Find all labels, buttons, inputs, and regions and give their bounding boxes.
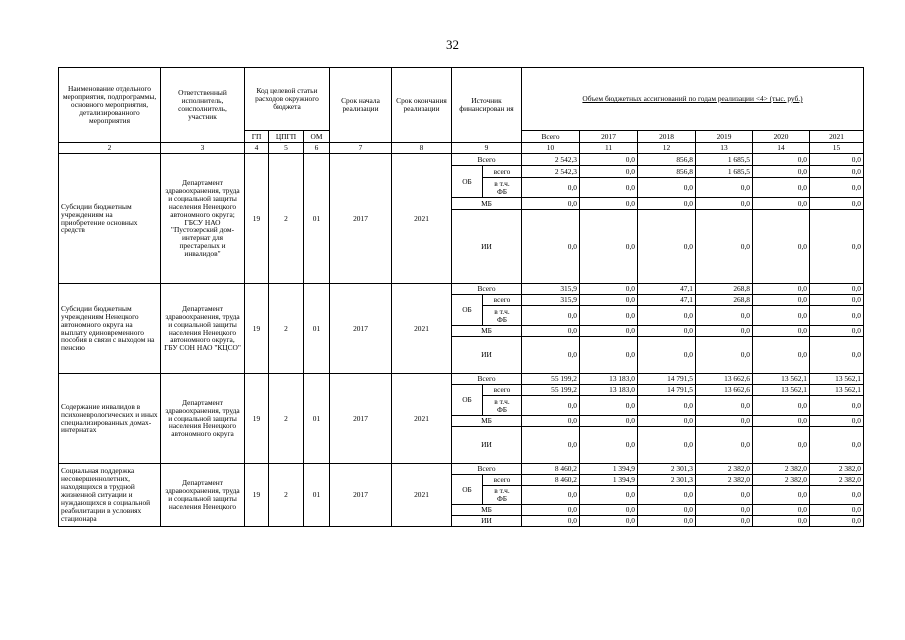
value-cell: 0,0	[580, 427, 638, 464]
value-cell: 0,0	[810, 210, 864, 284]
source-sublabel: всего	[483, 166, 522, 178]
measure-name: Содержание инвалидов в психоневрологических и иных специализированных домах-интернатах	[59, 374, 161, 464]
col-number: 9	[452, 143, 522, 154]
gp-code: 19	[245, 374, 269, 464]
table-body	[59, 68, 864, 527]
value-cell: 0,0	[696, 486, 753, 505]
header-year: 2017	[580, 131, 638, 143]
end-year: 2021	[392, 374, 452, 464]
fb-label: ФБ	[496, 494, 508, 503]
value-cell: 0,0	[522, 427, 580, 464]
value-cell: 1 685,5	[696, 166, 753, 178]
value-cell: 2 382,0	[810, 475, 864, 486]
value-cell: 2 542,3	[522, 154, 580, 166]
col-number: 13	[696, 143, 753, 154]
value-cell: 0,0	[810, 178, 864, 198]
value-cell: 0,0	[638, 178, 696, 198]
source-sublabel	[483, 396, 522, 416]
start-year: 2017	[330, 464, 392, 527]
cpgp-code: 2	[269, 284, 304, 374]
header-om: ОМ	[304, 131, 330, 143]
value-cell: 0,0	[810, 416, 864, 427]
responsible-executor: Департамент здравоохранения, труда и социальной защиты населения Ненецкого автономного округа; ГБСУ НАО "Пустозерский дом-интернат для престарелых и инвалидов"	[161, 154, 245, 284]
value-cell: 0,0	[696, 505, 753, 516]
source-sublabel	[483, 306, 522, 326]
value-cell: 0,0	[810, 295, 864, 306]
responsible-executor: Департамент здравоохранения, труда и социальной защиты населения Ненецкого	[161, 464, 245, 527]
value-cell: 1 394,9	[580, 475, 638, 486]
col-number: 14	[753, 143, 810, 154]
header-row	[59, 68, 864, 131]
value-cell: 0,0	[696, 337, 753, 374]
value-cell: 2 301,3	[638, 475, 696, 486]
table-row	[59, 464, 864, 475]
value-cell: 55 199,2	[522, 385, 580, 396]
col-number: 11	[580, 143, 638, 154]
start-year: 2017	[330, 284, 392, 374]
value-cell: 0,0	[753, 427, 810, 464]
source-label: Всего	[452, 284, 522, 295]
value-cell: 268,8	[696, 284, 753, 295]
source-label: МБ	[452, 198, 522, 210]
value-cell: 0,0	[810, 198, 864, 210]
value-cell: 0,0	[638, 416, 696, 427]
value-cell: 0,0	[696, 326, 753, 337]
value-cell: 0,0	[580, 486, 638, 505]
value-cell: 0,0	[753, 210, 810, 284]
value-cell: 2 382,0	[810, 464, 864, 475]
page-number: 32	[446, 37, 459, 52]
header-name: Наименование отдельного мероприятия, подпрограммы, основного мероприятия, детализированного мероприятия	[59, 68, 161, 143]
value-cell: 0,0	[522, 396, 580, 416]
value-cell: 0,0	[753, 154, 810, 166]
measure-name: Социальная поддержка несовершеннолетних, находящихся в трудной жизненной ситуации и нуждающихся в социальной реабилитации в условиях стационара	[59, 464, 161, 527]
cpgp-code: 2	[269, 154, 304, 284]
col-number: 8	[392, 143, 452, 154]
value-cell: 0,0	[580, 198, 638, 210]
om-code: 01	[304, 374, 330, 464]
vtch-label: в т.ч.	[494, 486, 510, 496]
source-label: МБ	[452, 326, 522, 337]
value-cell: 13 662,6	[696, 374, 753, 385]
value-cell: 0,0	[580, 154, 638, 166]
value-cell: 0,0	[522, 198, 580, 210]
value-cell: 14 791,5	[638, 385, 696, 396]
vtch-label: в т.ч.	[494, 178, 510, 188]
value-cell: 2 542,3	[522, 166, 580, 178]
value-cell: 0,0	[522, 326, 580, 337]
fb-label: ФБ	[496, 314, 508, 324]
value-cell: 2 382,0	[696, 464, 753, 475]
value-cell: 0,0	[753, 178, 810, 198]
value-cell: 13 562,1	[810, 385, 864, 396]
value-cell: 0,0	[638, 210, 696, 284]
value-cell: 13 562,1	[810, 374, 864, 385]
value-cell: 0,0	[810, 326, 864, 337]
value-cell: 0,0	[810, 516, 864, 527]
col-number: 3	[161, 143, 245, 154]
gp-code: 19	[245, 154, 269, 284]
value-cell: 0,0	[696, 516, 753, 527]
value-cell: 0,0	[753, 166, 810, 178]
budget-table	[58, 67, 864, 527]
header-responsible: Ответственный исполнитель, соисполнитель, участник	[161, 68, 245, 143]
header-year: 2021	[810, 131, 864, 143]
value-cell: 0,0	[753, 284, 810, 295]
source-label: ИИ	[452, 516, 522, 527]
table-row	[59, 154, 864, 166]
value-cell: 2 301,3	[638, 464, 696, 475]
value-cell: 0,0	[753, 198, 810, 210]
value-cell: 0,0	[638, 516, 696, 527]
header-volume: Объем бюджетных ассигнований по годам реализации <4> (тыс. руб.)	[522, 68, 864, 131]
measure-name: Субсидии бюджетным учреждениям Ненецкого автономного округа на выплату единовременного пособия в связи с выходом на пенсию	[59, 284, 161, 374]
value-cell: 0,0	[580, 306, 638, 326]
value-cell: 13 183,0	[580, 385, 638, 396]
col-number: 4	[245, 143, 269, 154]
source-label: ОБ	[452, 295, 483, 326]
value-cell: 0,0	[580, 396, 638, 416]
value-cell: 0,0	[580, 284, 638, 295]
start-year: 2017	[330, 374, 392, 464]
start-year: 2017	[330, 154, 392, 284]
header-cpgp: ЦПГП	[269, 131, 304, 143]
source-sublabel: всего	[483, 295, 522, 306]
value-cell: 13 562,1	[753, 385, 810, 396]
source-label: МБ	[452, 416, 522, 427]
value-cell: 0,0	[753, 295, 810, 306]
value-cell: 55 199,2	[522, 374, 580, 385]
source-label: ИИ	[452, 210, 522, 284]
value-cell: 0,0	[580, 178, 638, 198]
value-cell: 0,0	[638, 326, 696, 337]
value-cell: 2 382,0	[753, 475, 810, 486]
value-cell: 0,0	[753, 505, 810, 516]
value-cell: 856,8	[638, 154, 696, 166]
column-number-row	[59, 143, 864, 154]
value-cell: 0,0	[696, 210, 753, 284]
value-cell: 0,0	[810, 337, 864, 374]
value-cell: 0,0	[810, 284, 864, 295]
value-cell: 0,0	[522, 178, 580, 198]
header-year: 2019	[696, 131, 753, 143]
header-start: Срок начала реализации	[330, 68, 392, 143]
value-cell: 1 685,5	[696, 154, 753, 166]
value-cell: 0,0	[810, 306, 864, 326]
source-sublabel: всего	[483, 475, 522, 486]
value-cell: 0,0	[522, 337, 580, 374]
value-cell: 13 183,0	[580, 374, 638, 385]
value-cell: 0,0	[580, 295, 638, 306]
col-number: 6	[304, 143, 330, 154]
value-cell: 0,0	[638, 337, 696, 374]
value-cell: 1 394,9	[580, 464, 638, 475]
table-row	[59, 284, 864, 295]
value-cell: 8 460,2	[522, 475, 580, 486]
source-sublabel	[483, 486, 522, 505]
source-label: ОБ	[452, 166, 483, 198]
value-cell: 0,0	[580, 505, 638, 516]
value-cell: 0,0	[638, 306, 696, 326]
col-number: 15	[810, 143, 864, 154]
value-cell: 14 791,5	[638, 374, 696, 385]
value-cell: 0,0	[753, 326, 810, 337]
value-cell: 0,0	[810, 505, 864, 516]
cpgp-code: 2	[269, 374, 304, 464]
value-cell: 0,0	[522, 416, 580, 427]
value-cell: 268,8	[696, 295, 753, 306]
end-year: 2021	[392, 154, 452, 284]
value-cell: 0,0	[638, 505, 696, 516]
header-year: 2018	[638, 131, 696, 143]
value-cell: 0,0	[810, 486, 864, 505]
header-gp: ГП	[245, 131, 269, 143]
table-row	[59, 374, 864, 385]
value-cell: 13 662,6	[696, 385, 753, 396]
value-cell: 0,0	[580, 416, 638, 427]
value-cell: 0,0	[580, 516, 638, 527]
value-cell: 0,0	[522, 210, 580, 284]
source-label: ОБ	[452, 475, 483, 505]
measure-name: Субсидии бюджетным учреждениям на приобретение основных средств	[59, 154, 161, 284]
source-sublabel	[483, 178, 522, 198]
value-cell: 8 460,2	[522, 464, 580, 475]
value-cell: 0,0	[810, 427, 864, 464]
value-cell: 0,0	[580, 337, 638, 374]
end-year: 2021	[392, 464, 452, 527]
value-cell: 0,0	[638, 486, 696, 505]
value-cell: 0,0	[580, 166, 638, 178]
source-label: ИИ	[452, 337, 522, 374]
header-source: Источник финансирован ия	[452, 68, 522, 143]
value-cell: 0,0	[638, 198, 696, 210]
value-cell: 47,1	[638, 284, 696, 295]
responsible-executor: Департамент здравоохранения, труда и социальной защиты населения Ненецкого автономного округа, ГБУ СОН НАО "КЦСО"	[161, 284, 245, 374]
vtch-label: в т.ч.	[494, 306, 510, 316]
end-year: 2021	[392, 284, 452, 374]
source-label: ОБ	[452, 385, 483, 416]
value-cell: 856,8	[638, 166, 696, 178]
source-label: Всего	[452, 464, 522, 475]
header-budget-code: Код целевой статьи расходов окружного бюджета	[245, 68, 330, 131]
value-cell: 0,0	[753, 396, 810, 416]
value-cell: 0,0	[696, 427, 753, 464]
value-cell: 0,0	[580, 210, 638, 284]
fb-label: ФБ	[496, 404, 508, 414]
vtch-label: в т.ч.	[494, 396, 510, 406]
value-cell: 47,1	[638, 295, 696, 306]
value-cell: 0,0	[696, 416, 753, 427]
value-cell: 0,0	[522, 486, 580, 505]
value-cell: 13 562,1	[753, 374, 810, 385]
header-year: 2020	[753, 131, 810, 143]
value-cell: 0,0	[696, 396, 753, 416]
value-cell: 0,0	[522, 516, 580, 527]
value-cell: 0,0	[810, 166, 864, 178]
source-sublabel: всего	[483, 385, 522, 396]
value-cell: 0,0	[753, 306, 810, 326]
responsible-executor: Департамент здравоохранения, труда и социальной защиты населения Ненецкого автономного округа	[161, 374, 245, 464]
value-cell: 0,0	[638, 396, 696, 416]
source-label: Всего	[452, 154, 522, 166]
value-cell: 0,0	[580, 326, 638, 337]
value-cell: 0,0	[696, 178, 753, 198]
source-label: Всего	[452, 374, 522, 385]
source-label: ИИ	[452, 427, 522, 464]
value-cell: 0,0	[696, 306, 753, 326]
col-number: 5	[269, 143, 304, 154]
om-code: 01	[304, 464, 330, 527]
source-label: МБ	[452, 505, 522, 516]
value-cell: 0,0	[753, 337, 810, 374]
col-number: 2	[59, 143, 161, 154]
col-number: 10	[522, 143, 580, 154]
col-number: 12	[638, 143, 696, 154]
col-number: 7	[330, 143, 392, 154]
value-cell: 0,0	[522, 306, 580, 326]
gp-code: 19	[245, 464, 269, 527]
fb-label: ФБ	[496, 186, 508, 196]
value-cell: 315,9	[522, 284, 580, 295]
gp-code: 19	[245, 284, 269, 374]
header-total: Всего	[522, 131, 580, 143]
value-cell: 0,0	[810, 154, 864, 166]
value-cell: 0,0	[753, 516, 810, 527]
om-code: 01	[304, 154, 330, 284]
value-cell: 2 382,0	[696, 475, 753, 486]
value-cell: 0,0	[522, 505, 580, 516]
cpgp-code: 2	[269, 464, 304, 527]
value-cell: 0,0	[638, 427, 696, 464]
value-cell: 315,9	[522, 295, 580, 306]
value-cell: 0,0	[696, 198, 753, 210]
header-end: Срок окончания реализации	[392, 68, 452, 143]
value-cell: 0,0	[810, 396, 864, 416]
om-code: 01	[304, 284, 330, 374]
value-cell: 0,0	[753, 416, 810, 427]
value-cell: 2 382,0	[753, 464, 810, 475]
value-cell: 0,0	[753, 486, 810, 505]
